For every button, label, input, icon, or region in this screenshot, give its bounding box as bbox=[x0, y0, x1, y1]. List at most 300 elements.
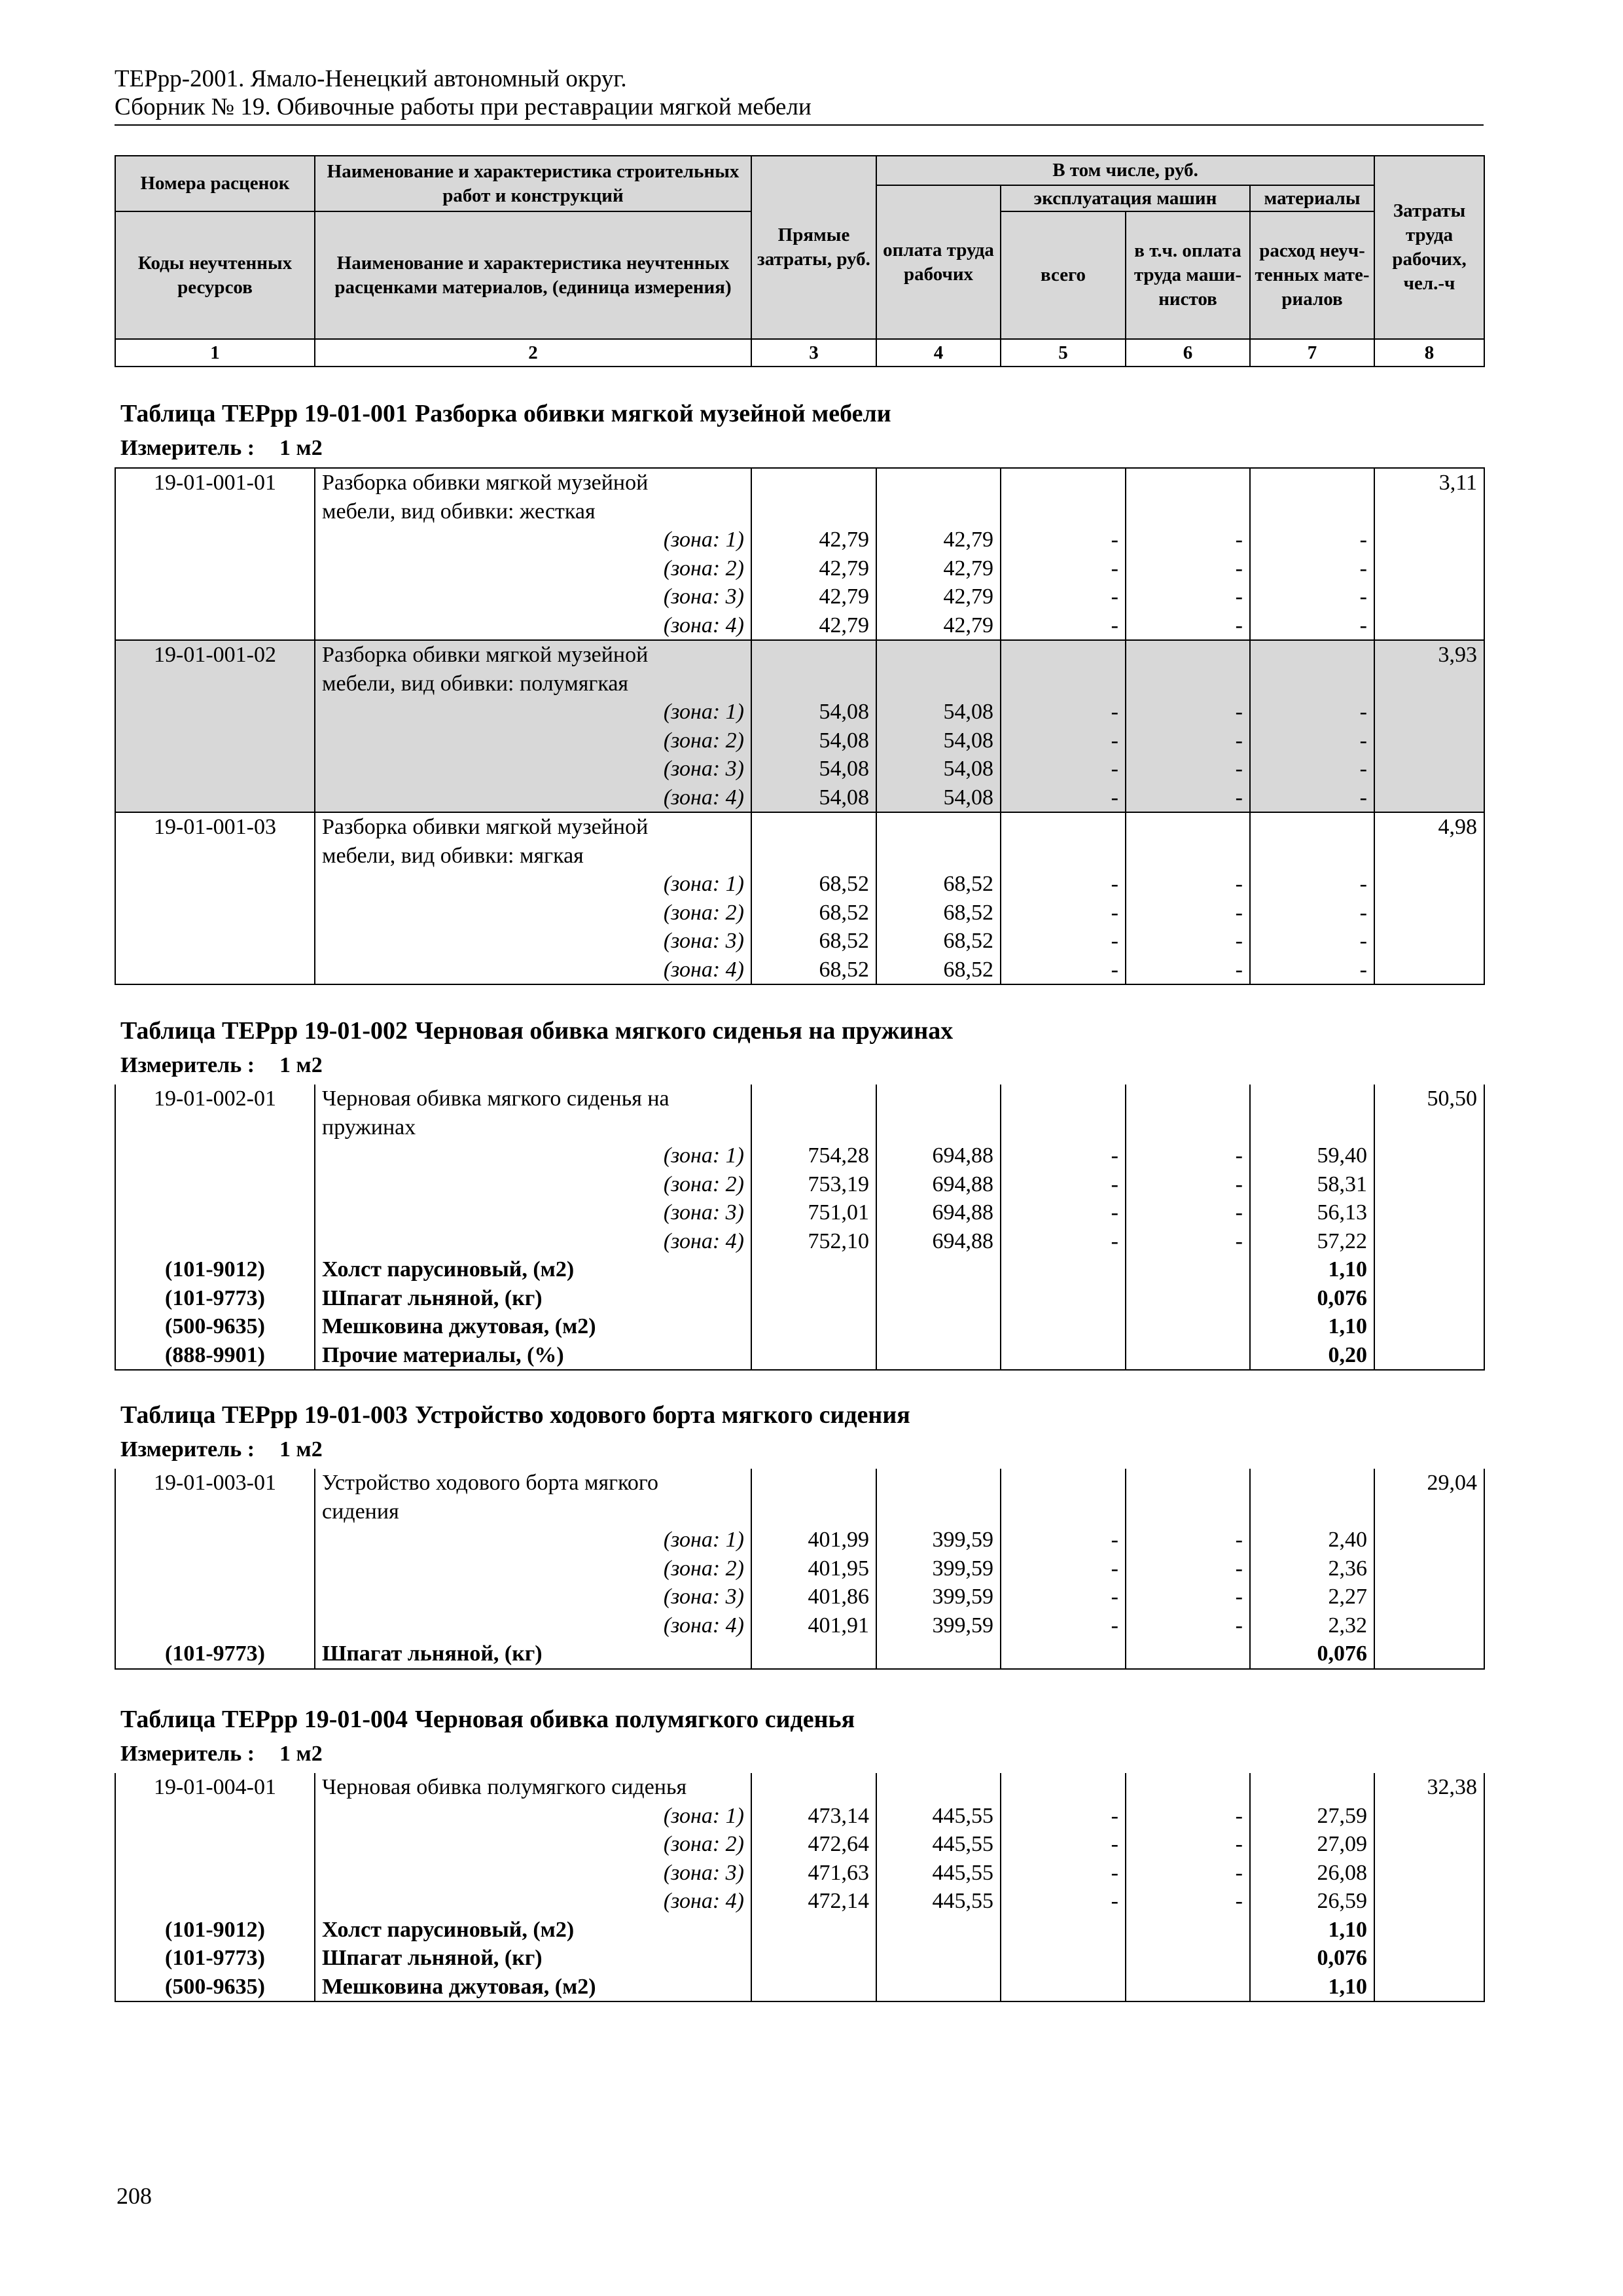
code-cell bbox=[115, 1113, 315, 1142]
value-cell-c6: - bbox=[1126, 956, 1250, 985]
value-cell-c4: 42,79 bbox=[876, 526, 1001, 554]
table-row bbox=[115, 526, 1484, 554]
value-cell-c7: 59,40 bbox=[1250, 1141, 1374, 1170]
name-cell: Шпагат льняной, (кг) bbox=[315, 1640, 751, 1669]
value-cell-c7: 2,27 bbox=[1250, 1583, 1374, 1611]
column-number: 7 bbox=[1250, 339, 1374, 367]
value-cell-c4 bbox=[876, 1113, 1001, 1142]
value-cell-c4 bbox=[876, 1773, 1001, 1802]
value-cell-c7: 56,13 bbox=[1250, 1198, 1374, 1227]
value-cell-c5 bbox=[1001, 1944, 1126, 1973]
value-cell-c6 bbox=[1126, 1312, 1250, 1341]
zone-cell: (зона: 1) bbox=[315, 870, 751, 899]
value-cell-c5: - bbox=[1001, 611, 1126, 641]
table-row bbox=[115, 1611, 1484, 1640]
code-cell bbox=[115, 611, 315, 641]
code-cell bbox=[115, 726, 315, 755]
code-cell: (101-9012) bbox=[115, 1916, 315, 1945]
value-cell-c7: 2,36 bbox=[1250, 1554, 1374, 1583]
table-row bbox=[115, 1773, 1484, 1802]
code-cell: (101-9012) bbox=[115, 1255, 315, 1284]
value-cell-c4: 445,55 bbox=[876, 1859, 1001, 1888]
value-cell-c7: - bbox=[1250, 583, 1374, 611]
value-cell-c5 bbox=[1001, 1113, 1126, 1142]
col7-header: расход неуч- тенных мате- риалов bbox=[1250, 211, 1374, 339]
zone-cell: (зона: 2) bbox=[315, 726, 751, 755]
value-cell-c6: - bbox=[1126, 1887, 1250, 1916]
value-cell-c7: 1,10 bbox=[1250, 1312, 1374, 1341]
value-cell-labor bbox=[1374, 1341, 1484, 1371]
value-cell-c6: - bbox=[1126, 755, 1250, 783]
value-cell-c4 bbox=[876, 497, 1001, 526]
value-cell-c4: 445,55 bbox=[876, 1887, 1001, 1916]
zone-cell: (зона: 3) bbox=[315, 1583, 751, 1611]
code-cell bbox=[115, 899, 315, 927]
value-cell-c6: - bbox=[1126, 783, 1250, 813]
value-cell-c5: - bbox=[1001, 899, 1126, 927]
value-cell-c4 bbox=[876, 468, 1001, 497]
zone-cell: (зона: 2) bbox=[315, 1830, 751, 1859]
zone-cell: (зона: 4) bbox=[315, 1887, 751, 1916]
table-row bbox=[115, 812, 1484, 842]
name-cell: Холст парусиновый, (м2) bbox=[315, 1916, 751, 1945]
name-cell: мебели, вид обивки: полумягкая bbox=[315, 670, 751, 698]
value-cell-c5 bbox=[1001, 497, 1126, 526]
value-cell-c6: - bbox=[1126, 1611, 1250, 1640]
zone-cell: (зона: 1) bbox=[315, 1526, 751, 1554]
value-cell-c7 bbox=[1250, 1498, 1374, 1526]
table-row bbox=[115, 956, 1484, 985]
value-cell-c4 bbox=[876, 1469, 1001, 1498]
value-cell-c4 bbox=[876, 1944, 1001, 1973]
value-cell-labor bbox=[1374, 1255, 1484, 1284]
code-cell bbox=[115, 755, 315, 783]
value-cell-c3 bbox=[751, 1944, 876, 1973]
value-cell-c4: 399,59 bbox=[876, 1526, 1001, 1554]
code-cell bbox=[115, 783, 315, 813]
value-cell-c3: 401,86 bbox=[751, 1583, 876, 1611]
value-cell-c3: 68,52 bbox=[751, 899, 876, 927]
name-cell: мебели, вид обивки: мягкая bbox=[315, 842, 751, 870]
value-cell-c7: 0,076 bbox=[1250, 1284, 1374, 1313]
value-cell-c7 bbox=[1250, 1113, 1374, 1142]
value-cell-c4: 54,08 bbox=[876, 726, 1001, 755]
value-cell-labor bbox=[1374, 1973, 1484, 2002]
value-cell-c6 bbox=[1126, 1640, 1250, 1669]
value-cell-c3 bbox=[751, 1640, 876, 1669]
column-number: 6 bbox=[1126, 339, 1250, 367]
code-cell bbox=[115, 870, 315, 899]
zone-cell: (зона: 3) bbox=[315, 583, 751, 611]
table-row bbox=[115, 1284, 1484, 1313]
value-cell-c3: 401,99 bbox=[751, 1526, 876, 1554]
table-row bbox=[115, 583, 1484, 611]
value-cell-c3 bbox=[751, 640, 876, 670]
table-title bbox=[120, 1705, 855, 1734]
value-cell-c5 bbox=[1001, 1341, 1126, 1371]
value-cell-c7: 0,076 bbox=[1250, 1944, 1374, 1973]
value-cell-labor bbox=[1374, 1227, 1484, 1256]
value-cell-c5: - bbox=[1001, 783, 1126, 813]
value-cell-c5: - bbox=[1001, 956, 1126, 985]
meter-value: 1 м2 bbox=[279, 1053, 323, 1077]
value-cell-labor: 3,93 bbox=[1374, 640, 1484, 670]
code-cell: (500-9635) bbox=[115, 1312, 315, 1341]
value-cell-c6 bbox=[1126, 1973, 1250, 2002]
table-row bbox=[115, 783, 1484, 813]
value-cell-c6: - bbox=[1126, 899, 1250, 927]
value-cell-c4 bbox=[876, 1973, 1001, 2002]
value-cell-c5: - bbox=[1001, 698, 1126, 726]
col5-header: всего bbox=[1001, 211, 1126, 339]
table-row bbox=[115, 1312, 1484, 1341]
value-cell-c5 bbox=[1001, 468, 1126, 497]
name-cell: сидения bbox=[315, 1498, 751, 1526]
table-row bbox=[115, 698, 1484, 726]
value-cell-c5 bbox=[1001, 842, 1126, 870]
value-cell-c4 bbox=[876, 1085, 1001, 1113]
value-cell-c5: - bbox=[1001, 755, 1126, 783]
value-cell-c5 bbox=[1001, 670, 1126, 698]
value-cell-c3 bbox=[751, 1085, 876, 1113]
name-cell: Устройство ходового борта мягкого bbox=[315, 1469, 751, 1498]
rate-table bbox=[115, 467, 1485, 985]
table-row bbox=[115, 899, 1484, 927]
value-cell-c6 bbox=[1126, 1085, 1250, 1113]
value-cell-c5 bbox=[1001, 812, 1126, 842]
value-cell-labor bbox=[1374, 899, 1484, 927]
value-cell-c4: 399,59 bbox=[876, 1583, 1001, 1611]
col2-bottom-header: Наименование и характеристика неучтенных расценками материалов, (единица измерения) bbox=[315, 211, 751, 339]
value-cell-c7: - bbox=[1250, 726, 1374, 755]
column-number: 4 bbox=[876, 339, 1001, 367]
value-cell-c7 bbox=[1250, 842, 1374, 870]
value-cell-c5 bbox=[1001, 1312, 1126, 1341]
value-cell-labor bbox=[1374, 1583, 1484, 1611]
code-cell: (101-9773) bbox=[115, 1284, 315, 1313]
table-row bbox=[115, 1113, 1484, 1142]
code-cell bbox=[115, 927, 315, 956]
value-cell-c6 bbox=[1126, 468, 1250, 497]
value-cell-c5: - bbox=[1001, 1802, 1126, 1831]
value-cell-c5: - bbox=[1001, 554, 1126, 583]
name-cell: Черновая обивка мягкого сиденья на bbox=[315, 1085, 751, 1113]
value-cell-labor bbox=[1374, 554, 1484, 583]
rate-table bbox=[115, 1773, 1485, 2002]
value-cell-c5 bbox=[1001, 1469, 1126, 1498]
value-cell-c3 bbox=[751, 670, 876, 698]
zone-cell: (зона: 1) bbox=[315, 698, 751, 726]
value-cell-labor bbox=[1374, 1859, 1484, 1888]
value-cell-c5: - bbox=[1001, 1583, 1126, 1611]
value-cell-c5 bbox=[1001, 1498, 1126, 1526]
code-cell: (101-9773) bbox=[115, 1944, 315, 1973]
value-cell-c7: 26,08 bbox=[1250, 1859, 1374, 1888]
value-cell-labor bbox=[1374, 956, 1484, 985]
code-cell bbox=[115, 1141, 315, 1170]
value-cell-c7 bbox=[1250, 640, 1374, 670]
value-cell-c4: 54,08 bbox=[876, 783, 1001, 813]
value-cell-c3 bbox=[751, 842, 876, 870]
zone-cell: (зона: 1) bbox=[315, 526, 751, 554]
column-number: 1 bbox=[115, 339, 315, 367]
value-cell-c5 bbox=[1001, 1284, 1126, 1313]
value-cell-c4: 54,08 bbox=[876, 698, 1001, 726]
value-cell-c7: 0,20 bbox=[1250, 1341, 1374, 1371]
value-cell-c5 bbox=[1001, 1916, 1126, 1945]
table-row bbox=[115, 870, 1484, 899]
value-cell-c7: - bbox=[1250, 554, 1374, 583]
code-cell: (500-9635) bbox=[115, 1973, 315, 2002]
value-cell-c3: 472,64 bbox=[751, 1830, 876, 1859]
code-cell bbox=[115, 526, 315, 554]
value-cell-c7: 26,59 bbox=[1250, 1887, 1374, 1916]
value-cell-c3 bbox=[751, 1916, 876, 1945]
meter-label: Измеритель : bbox=[120, 436, 255, 460]
code-cell bbox=[115, 1170, 315, 1199]
table-title-name: Устройство ходового борта мягкого сидения bbox=[415, 1401, 910, 1429]
value-cell-c4 bbox=[876, 1284, 1001, 1313]
code-cell bbox=[115, 1611, 315, 1640]
value-cell-c6: - bbox=[1126, 583, 1250, 611]
value-cell-c4 bbox=[876, 1341, 1001, 1371]
value-cell-c7: - bbox=[1250, 783, 1374, 813]
table-row bbox=[115, 468, 1484, 497]
value-cell-c3 bbox=[751, 1773, 876, 1802]
doc-header-line2: Сборник № 19. Обивочные работы при реставрации мягкой мебели bbox=[115, 94, 812, 120]
value-cell-labor bbox=[1374, 1830, 1484, 1859]
column-number: 2 bbox=[315, 339, 751, 367]
value-cell-c6: - bbox=[1126, 1141, 1250, 1170]
code-cell: 19-01-004-01 bbox=[115, 1773, 315, 1802]
value-cell-c6 bbox=[1126, 1469, 1250, 1498]
value-cell-c4: 445,55 bbox=[876, 1830, 1001, 1859]
name-cell: Шпагат льняной, (кг) bbox=[315, 1944, 751, 1973]
value-cell-c3: 54,08 bbox=[751, 755, 876, 783]
value-cell-c5: - bbox=[1001, 1170, 1126, 1199]
page-number: 208 bbox=[116, 2183, 152, 2209]
table-row bbox=[115, 755, 1484, 783]
zone-cell: (зона: 4) bbox=[315, 1611, 751, 1640]
zone-cell: (зона: 2) bbox=[315, 554, 751, 583]
value-cell-c6: - bbox=[1126, 1859, 1250, 1888]
meter-value: 1 м2 bbox=[279, 436, 323, 460]
value-cell-c3: 68,52 bbox=[751, 927, 876, 956]
table-row bbox=[115, 1526, 1484, 1554]
materials-header: материалы bbox=[1250, 185, 1374, 211]
value-cell-labor bbox=[1374, 1284, 1484, 1313]
value-cell-labor: 29,04 bbox=[1374, 1469, 1484, 1498]
value-cell-c6 bbox=[1126, 1341, 1250, 1371]
value-cell-c4: 42,79 bbox=[876, 611, 1001, 641]
value-cell-labor bbox=[1374, 1526, 1484, 1554]
value-cell-c5: - bbox=[1001, 1526, 1126, 1554]
name-cell: Черновая обивка полумягкого сиденья bbox=[315, 1773, 751, 1802]
table-row bbox=[115, 927, 1484, 956]
value-cell-c4 bbox=[876, 670, 1001, 698]
value-cell-c3 bbox=[751, 468, 876, 497]
value-cell-c3: 54,08 bbox=[751, 783, 876, 813]
value-cell-c4: 694,88 bbox=[876, 1227, 1001, 1256]
code-cell bbox=[115, 554, 315, 583]
machines-header: эксплуатация машин bbox=[1001, 185, 1250, 211]
meter-label: Измеритель : bbox=[120, 1742, 255, 1766]
value-cell-c5 bbox=[1001, 1773, 1126, 1802]
value-cell-c6: - bbox=[1126, 1554, 1250, 1583]
zone-cell: (зона: 3) bbox=[315, 927, 751, 956]
value-cell-c7: 57,22 bbox=[1250, 1227, 1374, 1256]
value-cell-c6 bbox=[1126, 1255, 1250, 1284]
value-cell-c3 bbox=[751, 1113, 876, 1142]
code-cell bbox=[115, 1859, 315, 1888]
value-cell-c4: 68,52 bbox=[876, 899, 1001, 927]
code-cell bbox=[115, 1583, 315, 1611]
value-cell-c6 bbox=[1126, 812, 1250, 842]
value-cell-c5: - bbox=[1001, 1830, 1126, 1859]
col8-header: Затраты труда рабочих, чел.-ч bbox=[1374, 156, 1484, 339]
table-title bbox=[120, 1016, 953, 1045]
value-cell-c6 bbox=[1126, 1773, 1250, 1802]
code-cell: 19-01-001-02 bbox=[115, 640, 315, 670]
name-cell: Мешковина джутовая, (м2) bbox=[315, 1973, 751, 2002]
zone-cell: (зона: 3) bbox=[315, 1198, 751, 1227]
value-cell-c4 bbox=[876, 1312, 1001, 1341]
value-cell-c4: 399,59 bbox=[876, 1611, 1001, 1640]
value-cell-c7: 27,09 bbox=[1250, 1830, 1374, 1859]
zone-cell: (зона: 4) bbox=[315, 611, 751, 641]
table-row bbox=[115, 1255, 1484, 1284]
name-cell: мебели, вид обивки: жесткая bbox=[315, 497, 751, 526]
name-cell: Разборка обивки мягкой музейной bbox=[315, 640, 751, 670]
table-title-name: Черновая обивка полумягкого сиденья bbox=[415, 1706, 855, 1733]
code-cell bbox=[115, 956, 315, 985]
value-cell-c6: - bbox=[1126, 1583, 1250, 1611]
table-row bbox=[115, 1944, 1484, 1973]
table-title-code: Таблица ТЕРрр 19-01-002 bbox=[120, 1017, 408, 1045]
value-cell-c7 bbox=[1250, 812, 1374, 842]
zone-cell: (зона: 3) bbox=[315, 1859, 751, 1888]
value-cell-c4 bbox=[876, 1255, 1001, 1284]
table-row bbox=[115, 670, 1484, 698]
code-cell: 19-01-001-03 bbox=[115, 812, 315, 842]
name-cell: Мешковина джутовая, (м2) bbox=[315, 1312, 751, 1341]
code-cell bbox=[115, 1887, 315, 1916]
value-cell-c6 bbox=[1126, 842, 1250, 870]
value-cell-c7: - bbox=[1250, 698, 1374, 726]
table-meter bbox=[120, 435, 323, 461]
table-row bbox=[115, 1227, 1484, 1256]
value-cell-c6: - bbox=[1126, 1227, 1250, 1256]
value-cell-labor bbox=[1374, 526, 1484, 554]
value-cell-c4 bbox=[876, 1498, 1001, 1526]
code-cell: 19-01-002-01 bbox=[115, 1085, 315, 1113]
value-cell-c4 bbox=[876, 1916, 1001, 1945]
value-cell-c5 bbox=[1001, 1085, 1126, 1113]
value-cell-c7: 1,10 bbox=[1250, 1255, 1374, 1284]
value-cell-c6: - bbox=[1126, 1802, 1250, 1831]
code-cell bbox=[115, 583, 315, 611]
value-cell-c3: 751,01 bbox=[751, 1198, 876, 1227]
code-cell: (101-9773) bbox=[115, 1640, 315, 1669]
value-cell-c6 bbox=[1126, 640, 1250, 670]
value-cell-c6: - bbox=[1126, 526, 1250, 554]
code-cell bbox=[115, 1227, 315, 1256]
zone-cell: (зона: 2) bbox=[315, 1554, 751, 1583]
code-cell bbox=[115, 1554, 315, 1583]
value-cell-c6 bbox=[1126, 1916, 1250, 1945]
table-row bbox=[115, 1498, 1484, 1526]
zone-cell: (зона: 1) bbox=[315, 1802, 751, 1831]
value-cell-c3: 68,52 bbox=[751, 870, 876, 899]
value-cell-c3 bbox=[751, 1973, 876, 2002]
value-cell-c5: - bbox=[1001, 1887, 1126, 1916]
value-cell-c4: 445,55 bbox=[876, 1802, 1001, 1831]
value-cell-c7 bbox=[1250, 1085, 1374, 1113]
rate-table bbox=[115, 1469, 1485, 1670]
value-cell-c4: 399,59 bbox=[876, 1554, 1001, 1583]
value-cell-c4 bbox=[876, 812, 1001, 842]
code-cell bbox=[115, 1802, 315, 1831]
table-row bbox=[115, 842, 1484, 870]
value-cell-c6 bbox=[1126, 1498, 1250, 1526]
value-cell-labor bbox=[1374, 783, 1484, 813]
value-cell-c7 bbox=[1250, 468, 1374, 497]
value-cell-c3 bbox=[751, 1341, 876, 1371]
value-cell-labor bbox=[1374, 1802, 1484, 1831]
value-cell-labor bbox=[1374, 842, 1484, 870]
value-cell-labor bbox=[1374, 583, 1484, 611]
code-cell bbox=[115, 1198, 315, 1227]
value-cell-labor: 3,11 bbox=[1374, 468, 1484, 497]
value-cell-c3: 42,79 bbox=[751, 526, 876, 554]
header-rule bbox=[115, 124, 1484, 126]
value-cell-c4: 694,88 bbox=[876, 1170, 1001, 1199]
value-cell-labor bbox=[1374, 1141, 1484, 1170]
value-cell-c5 bbox=[1001, 640, 1126, 670]
value-cell-c3 bbox=[751, 1284, 876, 1313]
value-cell-c4: 694,88 bbox=[876, 1198, 1001, 1227]
name-cell: Разборка обивки мягкой музейной bbox=[315, 468, 751, 497]
table-title bbox=[120, 1401, 910, 1429]
value-cell-c6: - bbox=[1126, 927, 1250, 956]
table-row bbox=[115, 1554, 1484, 1583]
value-cell-c7 bbox=[1250, 497, 1374, 526]
code-cell bbox=[115, 1830, 315, 1859]
value-cell-labor bbox=[1374, 1312, 1484, 1341]
value-cell-c4 bbox=[876, 842, 1001, 870]
table-row bbox=[115, 611, 1484, 641]
value-cell-c5: - bbox=[1001, 583, 1126, 611]
value-cell-c3: 401,95 bbox=[751, 1554, 876, 1583]
value-cell-c7: 58,31 bbox=[1250, 1170, 1374, 1199]
value-cell-labor bbox=[1374, 1640, 1484, 1669]
value-cell-labor: 4,98 bbox=[1374, 812, 1484, 842]
value-cell-c5: - bbox=[1001, 526, 1126, 554]
column-number: 8 bbox=[1374, 339, 1484, 367]
value-cell-c7: 1,10 bbox=[1250, 1916, 1374, 1945]
value-cell-labor bbox=[1374, 927, 1484, 956]
value-cell-c3: 473,14 bbox=[751, 1802, 876, 1831]
value-cell-c3: 401,91 bbox=[751, 1611, 876, 1640]
value-cell-c3 bbox=[751, 1498, 876, 1526]
table-row bbox=[115, 1802, 1484, 1831]
zone-cell: (зона: 3) bbox=[315, 755, 751, 783]
value-cell-c7: - bbox=[1250, 899, 1374, 927]
value-cell-c7: - bbox=[1250, 526, 1374, 554]
table-row bbox=[115, 640, 1484, 670]
value-cell-c7: - bbox=[1250, 956, 1374, 985]
value-cell-c7: - bbox=[1250, 870, 1374, 899]
